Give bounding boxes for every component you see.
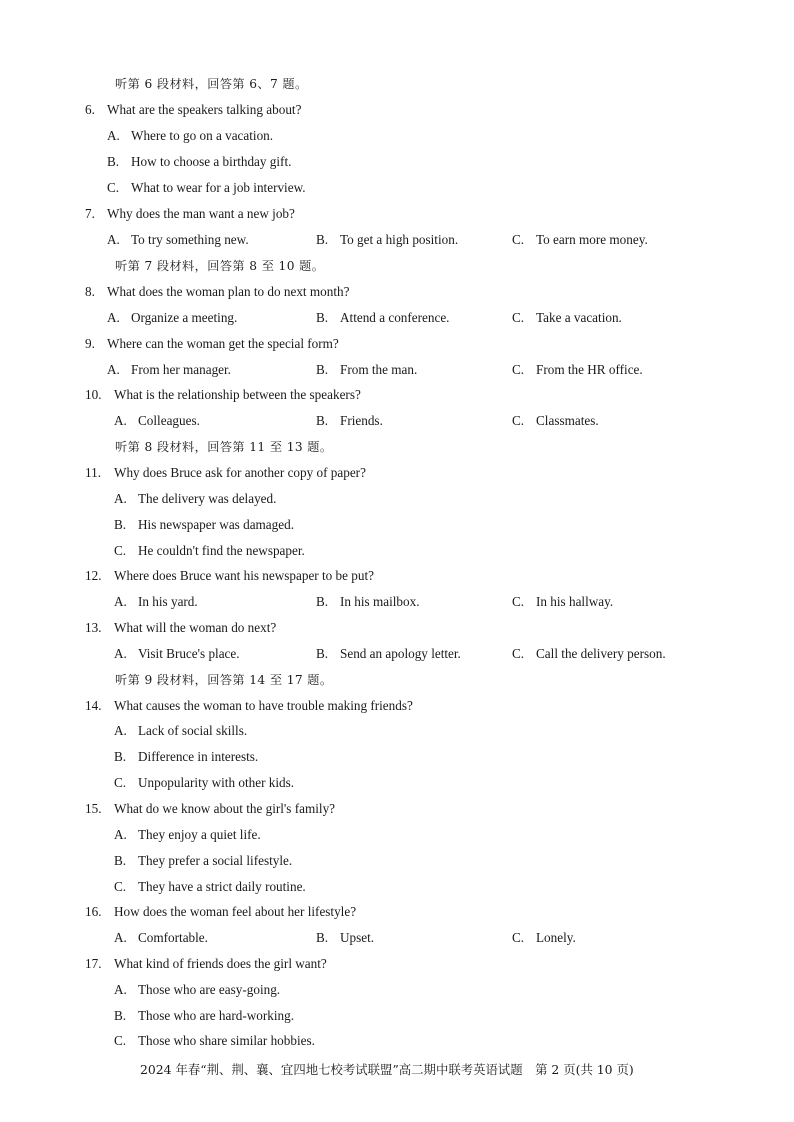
section-instruction: 听第 6 段材料，回答第 6、7 题。 (115, 77, 308, 91)
option-letter: B. (114, 517, 127, 532)
option-letter: A. (107, 232, 120, 247)
option-text: Comfortable. (138, 930, 208, 945)
question-number: 7. (85, 206, 95, 221)
option-letter: B. (114, 749, 127, 764)
option-text: Difference in interests. (138, 749, 259, 764)
question-text: What are the speakers talking about? (107, 102, 302, 117)
option-letter: B. (107, 154, 120, 169)
option-letter: C. (512, 930, 525, 945)
option-letter: C. (512, 646, 525, 661)
option-letter: C. (107, 180, 120, 195)
option-text: Lonely. (536, 930, 576, 945)
question-number: 16. (85, 904, 102, 919)
option-letter: A. (107, 128, 120, 143)
option-letter: B. (316, 646, 329, 661)
question-text: What causes the woman to have trouble making friends? (114, 698, 413, 713)
option-text: How to choose a birthday gift. (131, 154, 292, 169)
option-letter: A. (114, 413, 127, 428)
option-text: They have a strict daily routine. (138, 879, 306, 894)
question-number: 17. (85, 956, 102, 971)
question-text: What kind of friends does the girl want? (114, 956, 327, 971)
question-text: What will the woman do next? (114, 620, 277, 635)
section-instruction: 听第 7 段材料，回答第 8 至 10 题。 (115, 259, 325, 273)
option-text: Visit Bruce's place. (138, 646, 240, 661)
option-text: What to wear for a job interview. (131, 180, 306, 195)
option-letter: A. (114, 491, 127, 506)
option-letter: C. (512, 232, 525, 247)
option-letter: A. (114, 827, 127, 842)
option-text: They prefer a social lifestyle. (138, 853, 293, 868)
option-text: Send an apology letter. (340, 646, 461, 661)
option-letter: C. (512, 362, 525, 377)
option-text: Attend a conference. (340, 310, 450, 325)
option-letter: C. (512, 310, 525, 325)
option-text: From the HR office. (536, 362, 643, 377)
option-text: Those who share similar hobbies. (138, 1033, 315, 1048)
option-text: Those who are hard-working. (138, 1008, 295, 1023)
option-letter: C. (114, 543, 127, 558)
option-text: Those who are easy-going. (138, 982, 281, 997)
question-text: What do we know about the girl's family? (114, 801, 336, 816)
option-text: Organize a meeting. (131, 310, 238, 325)
option-letter: C. (512, 413, 525, 428)
option-text: From the man. (340, 362, 418, 377)
option-text: Classmates. (536, 413, 599, 428)
option-text: To earn more money. (536, 232, 648, 247)
option-letter: A. (114, 982, 127, 997)
question-text: What does the woman plan to do next month? (107, 284, 350, 299)
option-text: Lack of social skills. (138, 723, 248, 738)
section-instruction: 听第 8 段材料，回答第 11 至 13 题。 (115, 440, 333, 454)
question-number: 10. (85, 387, 102, 402)
option-letter: A. (107, 310, 120, 325)
option-letter: A. (114, 723, 127, 738)
option-letter: C. (114, 775, 127, 790)
question-text: Where can the woman get the special form? (107, 336, 339, 351)
option-text: They enjoy a quiet life. (138, 827, 261, 842)
question-number: 15. (85, 801, 102, 816)
question-text: Where does Bruce want his newspaper to be put? (114, 568, 374, 583)
option-letter: C. (114, 879, 127, 894)
question-number: 11. (85, 465, 101, 480)
option-text: His newspaper was damaged. (138, 517, 295, 532)
option-text: In his hallway. (536, 594, 614, 609)
option-text: He couldn't find the newspaper. (138, 543, 305, 558)
option-text: Colleagues. (138, 413, 200, 428)
option-text: To get a high position. (340, 232, 459, 247)
option-text: Upset. (340, 930, 375, 945)
option-letter: B. (316, 413, 329, 428)
option-text: Unpopularity with other kids. (138, 775, 295, 790)
question-number: 14. (85, 698, 102, 713)
question-text: How does the woman feel about her lifestyle? (114, 904, 357, 919)
option-letter: A. (114, 594, 127, 609)
option-letter: B. (316, 594, 329, 609)
page-footer: 2024 年春“荆、荆、襄、宜四地七校考试联盟”高二期中联考英语试题 第 2 页(共 10 页) (140, 1062, 634, 1077)
option-letter: B. (114, 1008, 127, 1023)
question-number: 12. (85, 568, 102, 583)
option-letter: B. (316, 930, 329, 945)
option-text: Take a vacation. (536, 310, 622, 325)
option-text: Friends. (340, 413, 383, 428)
option-text: In his mailbox. (340, 594, 420, 609)
question-number: 8. (85, 284, 95, 299)
option-letter: A. (107, 362, 120, 377)
option-text: Where to go on a vacation. (131, 128, 274, 143)
option-text: The delivery was delayed. (138, 491, 277, 506)
option-letter: B. (316, 310, 329, 325)
question-number: 13. (85, 620, 102, 635)
option-letter: A. (114, 646, 127, 661)
option-text: To try something new. (131, 232, 249, 247)
option-letter: C. (114, 1033, 127, 1048)
option-letter: B. (114, 853, 127, 868)
option-letter: A. (114, 930, 127, 945)
option-text: From her manager. (131, 362, 231, 377)
option-text: Call the delivery person. (536, 646, 666, 661)
question-text: Why does the man want a new job? (107, 206, 295, 221)
option-letter: B. (316, 362, 329, 377)
question-number: 9. (85, 336, 95, 351)
section-instruction: 听第 9 段材料，回答第 14 至 17 题。 (115, 673, 333, 687)
question-text: Why does Bruce ask for another copy of paper? (114, 465, 366, 480)
question-text: What is the relationship between the speakers? (114, 387, 361, 402)
option-letter: C. (512, 594, 525, 609)
question-number: 6. (85, 102, 95, 117)
option-letter: B. (316, 232, 329, 247)
option-text: In his yard. (138, 594, 198, 609)
